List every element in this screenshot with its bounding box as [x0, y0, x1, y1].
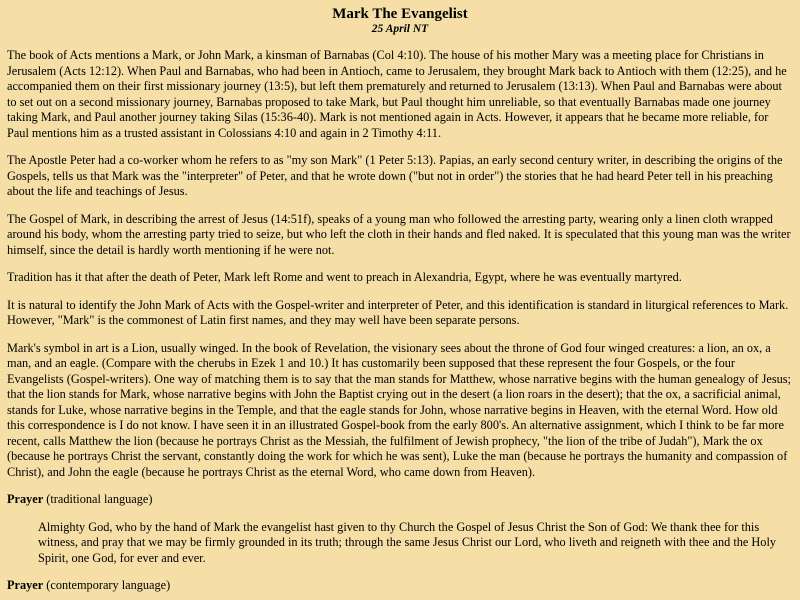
paragraph-tradition: Tradition has it that after the death of Peter, Mark left Rome and went to preach in Alexandria, Egypt, where he was eventually martyred.	[7, 270, 682, 284]
feast-date: 25 April NT	[371, 23, 429, 35]
prayer-traditional-text: Almighty God, who by the hand of Mark the evangelist hast given to thy Church the Gospel of Jesus Christ the Son of God: We thank thee for this witness, and pray that we may be firmly grounded in its truth; through the same Jesus Christ our Lord, who liveth and reigneth with thee and the Holy Spirit, one God, for ever and ever.	[38, 519, 777, 565]
page-title: Mark The Evangelist	[332, 6, 468, 22]
paragraph-peter: The Apostle Peter had a co-worker whom he refers to as "my son Mark" (1 Peter 5:13). Papias, an early second century writer, in describing the origins of the Gospels, tells us that Mark was the "interpreter" of Peter, and that he wrote down ("but not in order") the stories that he had heard Peter tell in his preaching about the life and teachings of Jesus.	[7, 153, 783, 198]
prayer-heading-sublabel: (traditional language)	[46, 492, 153, 506]
prayer-heading-label: Prayer	[7, 492, 44, 506]
paragraph-acts: The book of Acts mentions a Mark, or John Mark, a kinsman of Barnabas (Col 4:10). The house of his mother Mary was a meeting place for Christians in Jerusalem (Acts 12:12). When Paul and Barnabas, who had been in Antioch, came to Jerusalem, they brought Mark back to Antioch with them (12:25), and he accompanied them on their first missionary journey (13:5), but left them prematurely and returned to Jerusalem (13:13). When Paul and Barnabas were about to set out on a second missionary journey, Barnabas proposed to take Mark, but Paul thought him unreliable, so that eventually Barnabas made one journey taking Mark, and Paul another journey taking Silas (15:36-40). Mark is not mentioned again in Acts. However, it appears that he became more reliable, for Paul mentions him as a trusted assistant in Colossians 4:10 and again in 2 Timothy 4:11.	[7, 48, 787, 140]
paragraph-symbol: Mark's symbol in art is a Lion, usually winged. In the book of Revelation, the visionary sees about the throne of God four winged creatures: a lion, an ox, a man, and an eagle. (Compare with the cherubs in Ezek 1 and 10.) It has customarily been supposed that these represent the four Gospels, or the four Evangelists (Gospel-writers). One way of matching them is to say that the man stands for Matthew, whose narrative begins with the human genealogy of Jesus; that the lion stands for Mark, whose narrative begins with John the Baptist crying out in the desert (a lion roars in the desert); that the ox, a sacrificial animal, stands for Luke, whose narrative begins in the Temple, and that the eagle stands for John, whose narrative begins in Heaven, with the eternal Word. How old this correspondence is I do not know. I have seen it in an illustrated Gospel-book from the early 800's. An alternative assignment, which I think to be far more recent, calls Matthew the lion (because he portrays Christ as the Messiah, the fulfilment of Jewish prophecy, "the lion of the tribe of Judah"), Mark the ox (because he portrays Christ the servant, constantly doing the work for which he was sent), Luke the man (because he portrays the humanity and compassion of Christ), and John the eagle (because he portrays Christ as the eternal Word, who came down from Heaven).	[7, 340, 791, 479]
prayer-heading-label: Prayer	[7, 578, 44, 592]
prayer-traditional-heading	[7, 492, 793, 508]
paragraph-identification: It is natural to identify the John Mark of Acts with the Gospel-writer and interpreter of Peter, and this identification is standard in liturgical references to Mark. However, "Mark" is the commonest of Latin first names, and they may well have been separate persons.	[7, 297, 789, 327]
paragraph-young-man: The Gospel of Mark, in describing the arrest of Jesus (14:51f), speaks of a young man who followed the arresting party, wearing only a linen cloth wrapped around his body, whom the arresting party tried to seize, but who left the cloth in their hands and fled naked. It is speculated that this young man was the writer himself, since the detail is hardly worth mentioning if he were not.	[7, 211, 791, 257]
prayer-contemporary-heading	[7, 578, 793, 594]
prayer-heading-sublabel: (contemporary language)	[46, 578, 171, 592]
